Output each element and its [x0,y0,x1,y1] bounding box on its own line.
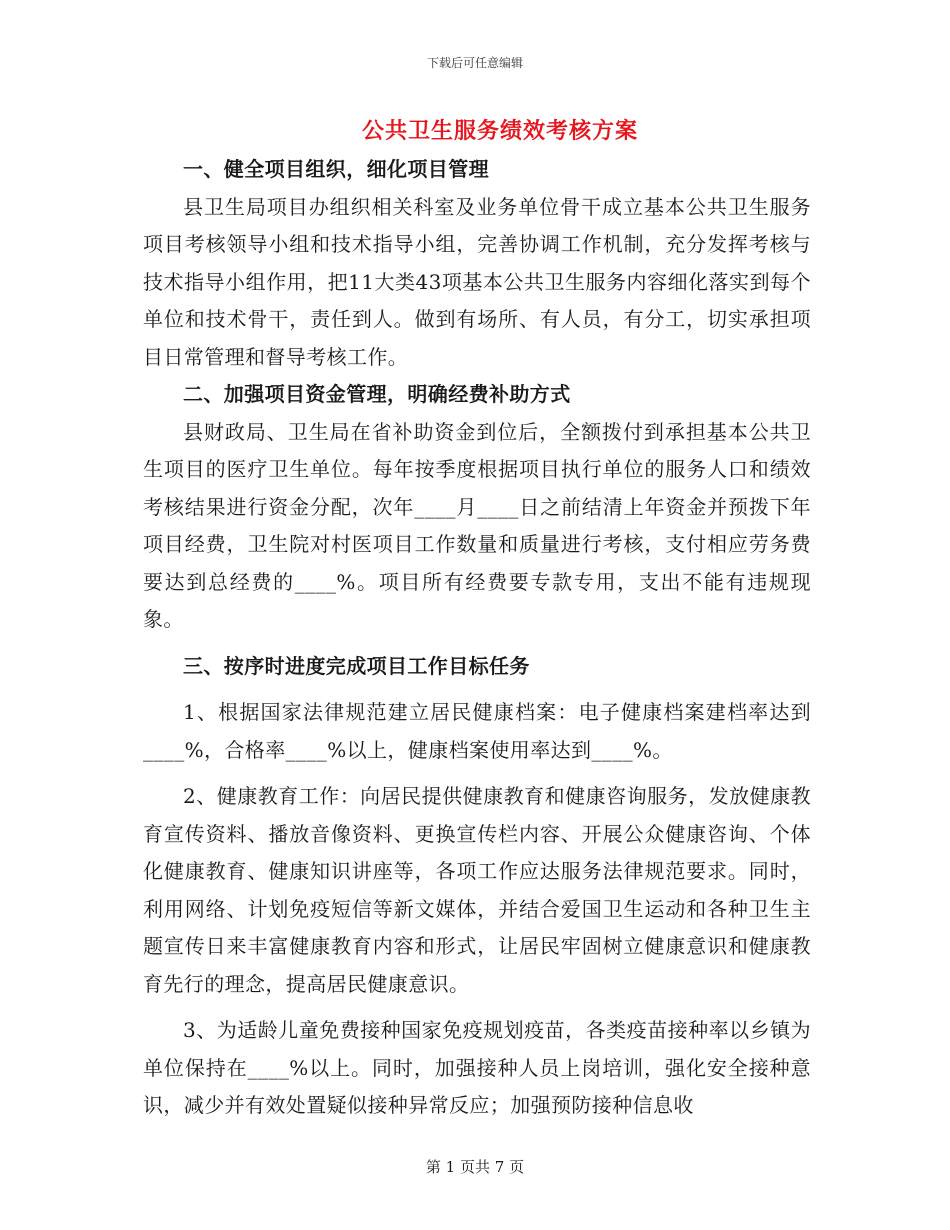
paragraph-item-1: 1、根据国家法律规范建立居民健康档案：电子健康档案建档率达到____%，合格率____%以上，健康档案使用率达到____%。 [143,700,811,762]
section-spacer [143,1003,811,1012]
section-spacer [143,769,811,778]
section-heading-1: 一、健全项目组织，细化项目管理 [183,157,489,181]
paragraph-item-2: 2、健康教育工作：向居民提供健康教育和健康咨询服务，发放健康教育宣传资料、播放音像资料、更换宣传栏内容、开展公众健康咨询、个体化健康教育、健康知识讲座等，各项工作应达服务法律规范要求。同时，利用网络、计划免疫短信等新文媒体，并结合爱国卫生运动和各种卫生主题宣传日来丰富健康教育内容和形式，让居民牢固树立健康意识和健康教育先行的理念，提高居民健康意识。 [143,784,811,996]
document-title: 公共卫生服务绩效考核方案 [361,118,638,144]
page-header-note: 下载后可任意编辑 [426,56,523,70]
section-spacer [143,685,811,694]
section-spacer [143,639,811,648]
section-heading-3: 三、按序时进度完成项目工作目标任务 [183,653,530,678]
paragraph: 县卫生局项目办组织相关科室及业务单位骨干成立基本公共卫生服务项目考核领导小组和技术指导小组，完善协调工作机制，充分发挥考核与技术指导小组作用，把11大类43项基本公共卫生服务内容细化落实到每个单位和技术骨干，责任到人。做到有场所、有人员，有分工，切实承担项目日常管理和督导考核工作。 [143,194,811,369]
document-body [143,151,811,1125]
section-heading-2: 二、加强项目资金管理，明确经费补助方式 [183,382,571,406]
paragraph: 县财政局、卫生局在省补助资金到位后，全额拨付到承担基本公共卫生项目的医疗卫生单位。每年按季度根据项目执行单位的服务人口和绩效考核结果进行资金分配，次年____月____日之前结清上年资金并预拨下年项目经费，卫生院对村医项目工作数量和质量进行考核，支付相应劳务费要达到总经费的____%。项目所有经费要专款专用，支出不能有违规现象。 [143,419,811,631]
page-number: 第 1 页共 7 页 [425,1158,525,1176]
paragraph-item-3: 3、为适龄儿童免费接种国家免疫规划疫苗，各类疫苗接种率以乡镇为单位保持在____%以上。同时，加强接种人员上岗培训，强化安全接种意识，减少并有效处置疑似接种异常反应；加强预防接种信息收 [143,1018,811,1117]
